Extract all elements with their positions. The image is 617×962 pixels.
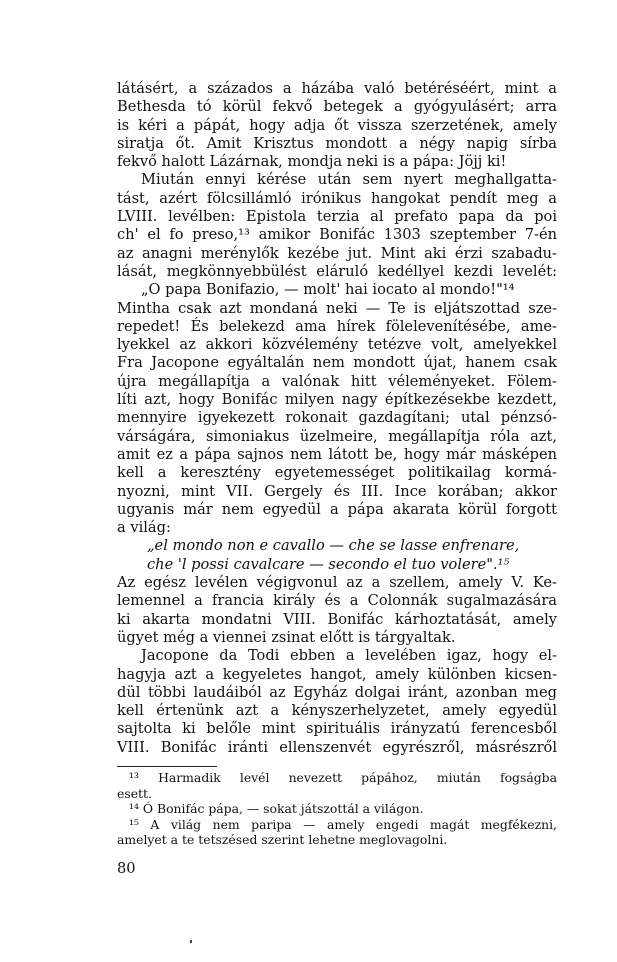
text-line: Jacopone da Todi ebben a levelében igaz, hogy el- <box>141 647 557 665</box>
text-line: siratja őt. Amit Krisztus mondott a négy napig sírba <box>117 134 557 152</box>
text-line: Az egész levélen végigvonul az a szellem, amely V. Ke- <box>117 574 557 592</box>
text-line: amit ez a pápa sajnos nem látott be, hogy már másképen <box>117 445 557 463</box>
text-line: fekvő halott Lázárnak, mondja neki is a pápa: Jöjj ki! <box>117 153 507 171</box>
page-number: 80 <box>117 860 136 877</box>
footnote-13: ¹³ Harmadik levél nevezett pápához, miután fogságba <box>129 770 557 785</box>
text-line: dül többi laudáiból az Egyház dolgai iránt, azonban meg <box>117 683 557 701</box>
text-line: mennyire igyekezett rokonait gazdagítani; utal pénzsó- <box>117 409 557 427</box>
text-line: líti azt, hogy Bonifác milyen nagy építkezésekbe kezdett, <box>117 391 557 409</box>
text-line: LVIII. levélben: Epistola terzia al prefato papa da poi <box>117 208 557 226</box>
text-line: Fra Jacopone egyáltalán nem mondott újat, hanem csak <box>117 354 557 372</box>
text-line: hagyja azt a kegyeletes hangot, amely különben kicsen- <box>117 665 557 683</box>
verse-line: „el mondo non e cavallo — che se lasse enfrenare, <box>147 537 520 555</box>
text-line: is kéri a pápát, hogy adja őt vissza szerzetének, amely <box>117 116 557 134</box>
text-line: az anagni merénylők kezébe jut. Mint aki érzi szabadu- <box>117 244 557 262</box>
text-line: sajtolta ki belőle mint spirituális irányzatú ferencesből <box>117 720 557 738</box>
text-line: várságára, simoniakus üzelmeire, megállapítja róla azt, <box>117 427 557 445</box>
footnote-13-cont: esett. <box>117 785 152 801</box>
text-line: VIII. Bonifác iránti ellenszenvét egyrészről, másrészről <box>117 738 557 756</box>
footnotes <box>117 770 557 848</box>
text-line: tást, azért fölcsillámló irónikus hangokat pendít meg a <box>117 189 557 207</box>
text-line: kell a keresztény egyetemességet politikailag kormá- <box>117 464 557 482</box>
text-line: nyozni, mint VII. Gergely és III. Ince korában; akkor <box>117 482 557 500</box>
text-line: „O papa Bonifazio, — molt' hai iocato al mondo!"¹⁴ <box>141 281 515 299</box>
text-line: Bethesda tó körül fekvő betegek a gyógyulásért; arra <box>117 98 557 116</box>
text-line: a világ: <box>117 519 171 537</box>
print-speck <box>190 940 192 943</box>
text-line: lemennel a francia király és a Colonnák sugalmazására <box>117 592 557 610</box>
text-line: ugyanis már nem egyedül a pápa akarata körül forgott <box>117 500 557 518</box>
footnote-15: ¹⁵ A világ nem paripa — amely engedi magát megfékezni, <box>129 816 557 832</box>
text-line: látásért, a százados a házába való betéréséért, mint a <box>117 80 557 97</box>
text-line: ch' el fo preso,¹³ amikor Bonifác 1303 szeptember 7-én <box>117 226 557 244</box>
text-line: lyekkel az akkori közvélemény tetézve volt, amelyekkel <box>117 336 557 354</box>
text-line: Miután ennyi kérése után sem nyert meghallgatta- <box>141 171 557 189</box>
footnote-15-cont: amelyet a te tetszésed szerint lehetne meglovagolni. <box>117 832 448 848</box>
text-line: repedet! És belekezd ama hírek fölelevenítésébe, ame- <box>117 317 557 335</box>
text-line: ügyet még a viennei zsinat előtt is tárgyaltak. <box>117 628 456 646</box>
text-line: lását, megkönnyebbülést eláruló kedéllyel kezdi levelét: <box>117 262 557 280</box>
verse-line: che 'l possi cavalcare — secondo el tuo volere".¹⁵ <box>147 555 510 573</box>
text-line: Mintha csak azt mondaná neki — Te is eljátszottad sze- <box>117 299 557 317</box>
text-line: ki akarta mondatni VIII. Bonifác kárhoztatását, amely <box>117 610 557 628</box>
body-text <box>117 80 557 757</box>
text-line: újra megállapítja a valónak hitt véleményeket. Fölem- <box>117 372 557 390</box>
footnote-divider <box>117 766 217 767</box>
text-line: kell értenünk azt a kényszerhelyzetet, amely egyedül <box>117 702 557 720</box>
footnote-14: ¹⁴ Ó Bonifác pápa, — sokat játszottál a világon. <box>129 801 424 817</box>
